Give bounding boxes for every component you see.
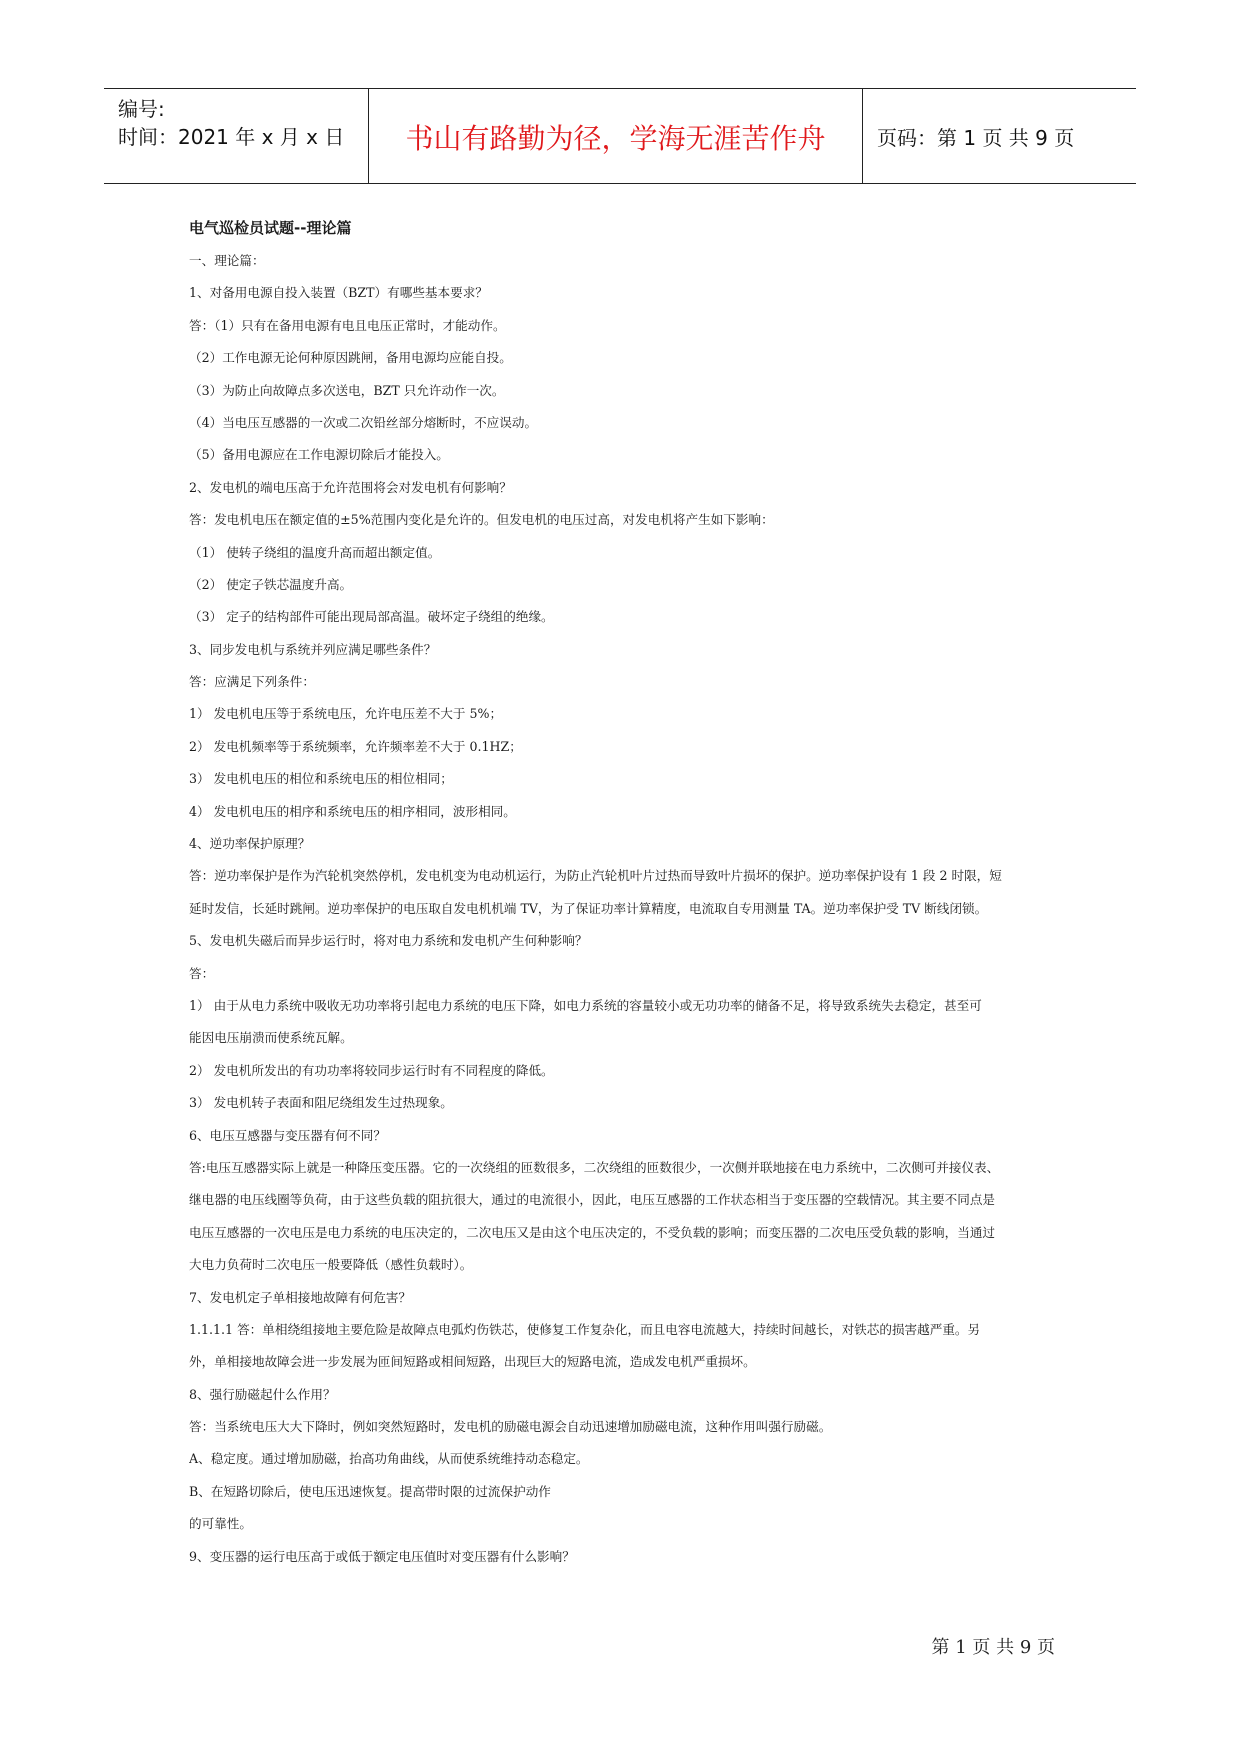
text-line: 答：发电机电压在额定值的±5%范围内变化是允许的。但发电机的电压过高，对发电机将产生如下影响：	[189, 512, 774, 528]
text-line: 答:电压互感器实际上就是一种降压变压器。它的一次绕组的匝数很多，二次绕组的匝数很少，一次侧并联地接在电力系统中，二次侧可并接仪表、	[189, 1159, 1000, 1175]
text-line: 外，单相接地故障会进一步发展为匝间短路或相间短路，出现巨大的短路电流，造成发电机严重损坏。	[189, 1354, 756, 1370]
text-line: 答：应满足下列条件：	[189, 674, 315, 690]
text-line: 2、发电机的端电压高于允许范围将会对发电机有何影响？	[189, 479, 512, 495]
header-motto: 书山有路勤为径，学海无涯苦作舟	[405, 122, 826, 155]
text-line: 答：	[189, 965, 215, 981]
text-line: 3、同步发电机与系统并列应满足哪些条件？	[189, 641, 437, 657]
page-header	[104, 88, 1136, 184]
text-line: 答：当系统电压大大下降时，例如突然短路时，发电机的励磁电源会自动迅速增加励磁电流，这种作用叫强行励磁。	[189, 1419, 832, 1435]
text-line: 3） 发电机转子表面和阻尼绕组发生过热现象。	[189, 1095, 453, 1111]
header-page-info: 页码：第 1 页 共 9 页	[877, 126, 1075, 150]
text-line: 答：逆功率保护是作为汽轮机突然停机，发电机变为电动机运行，为防止汽轮机叶片过热而导致叶片损坏的保护。逆功率保护设有 1 段 2 时限，短	[189, 868, 1002, 884]
text-line: 的可靠性。	[189, 1516, 252, 1532]
text-line: 延时发信，长延时跳闸。逆功率保护的电压取自发电机机端 TV，为了保证功率计算精度，电流取自专用测量 TA。逆功率保护受 TV 断线闭锁。	[189, 900, 988, 916]
text-line: （5）备用电源应在工作电源切除后才能投入。	[189, 447, 449, 463]
text-line: 1、对备用电源自投入装置（BZT）有哪些基本要求？	[189, 285, 488, 301]
text-line: 继电器的电压线圈等负荷，由于这些负载的阻抗很大，通过的电流很小，因此，电压互感器的工作状态相当于变压器的空载情况。其主要不同点是	[189, 1192, 995, 1208]
text-line: 5、发电机失磁后而异步运行时，将对电力系统和发电机产生何种影响？	[189, 933, 588, 949]
document-date-label: 时间：2021 年 x 月 x 日	[118, 125, 345, 149]
text-line: （4）当电压互感器的一次或二次铅丝部分熔断时，不应误动。	[189, 414, 538, 430]
page-footer: 第 1 页 共 9 页	[931, 1637, 1055, 1658]
header-motto-cell	[369, 89, 863, 183]
text-line: 6、电压互感器与变压器有何不同？	[189, 1127, 386, 1143]
text-line: 大电力负荷时二次电压一般要降低（感性负载时）。	[189, 1257, 473, 1273]
document-number-label: 编号:	[118, 97, 165, 121]
text-line: 一、理论篇：	[189, 253, 265, 268]
text-line: （3）为防止向故障点多次送电，BZT 只允许动作一次。	[189, 382, 505, 398]
text-line: 7、发电机定子单相接地故障有何危害？	[189, 1289, 412, 1305]
text-line: （1） 使转子绕组的温度升高而超出额定值。	[189, 544, 441, 560]
text-line: 9、变压器的运行电压高于或低于额定电压值时对变压器有什么影响？	[189, 1548, 575, 1564]
text-line: 能因电压崩溃而使系统瓦解。	[189, 1030, 353, 1046]
text-line: 答：（1）只有在备用电源有电且电压正常时，才能动作。	[189, 317, 506, 333]
text-line: 8、强行励磁起什么作用？	[189, 1386, 336, 1402]
text-line: 4） 发电机电压的相序和系统电压的相序相同，波形相同。	[189, 803, 516, 819]
header-page-cell	[863, 89, 1136, 183]
document-title: 电气巡检员试题--理论篇	[189, 219, 352, 237]
text-line: 2） 发电机所发出的有功功率将较同步运行时有不同程度的降低。	[189, 1062, 554, 1078]
text-line: B、在短路切除后，使电压迅速恢复。提高带时限的过流保护动作	[189, 1483, 551, 1499]
text-line: 3） 发电机电压的相位和系统电压的相位相同；	[189, 771, 453, 787]
text-line: 1） 由于从电力系统中吸收无功功率将引起电力系统的电压下降，如电力系统的容量较小或无功功率的储备不足，将导致系统失去稳定，甚至可	[189, 997, 982, 1013]
text-line: 2） 发电机频率等于系统频率，允许频率差不大于 0.1HZ；	[189, 738, 522, 754]
header-left-cell	[104, 89, 369, 183]
text-line: A、稳定度。通过增加励磁，抬高功角曲线，从而使系统维持动态稳定。	[189, 1451, 589, 1467]
text-line: 1） 发电机电压等于系统电压，允许电压差不大于 5%；	[189, 706, 503, 722]
text-line: （2） 使定子铁芯温度升高。	[189, 576, 353, 592]
text-line: （2）工作电源无论何种原因跳闸，备用电源均应能自投。	[189, 350, 512, 366]
document-lines	[189, 245, 1059, 1573]
text-line: 1.1.1.1 答：单相绕组接地主要危险是故障点电弧灼伤铁芯，使修复工作复杂化，而且电容电流越大，持续时间越长，对铁芯的损害越严重。另	[189, 1321, 981, 1337]
document-body	[189, 212, 1059, 1573]
text-line: 4、逆功率保护原理？	[189, 836, 311, 852]
text-line: 电压互感器的一次电压是电力系统的电压决定的，二次电压又是由这个电压决定的，不受负载的影响；而变压器的二次电压受负载的影响，当通过	[189, 1224, 995, 1240]
text-line: （3） 定子的结构部件可能出现局部高温。破坏定子绕组的绝缘。	[189, 609, 554, 625]
